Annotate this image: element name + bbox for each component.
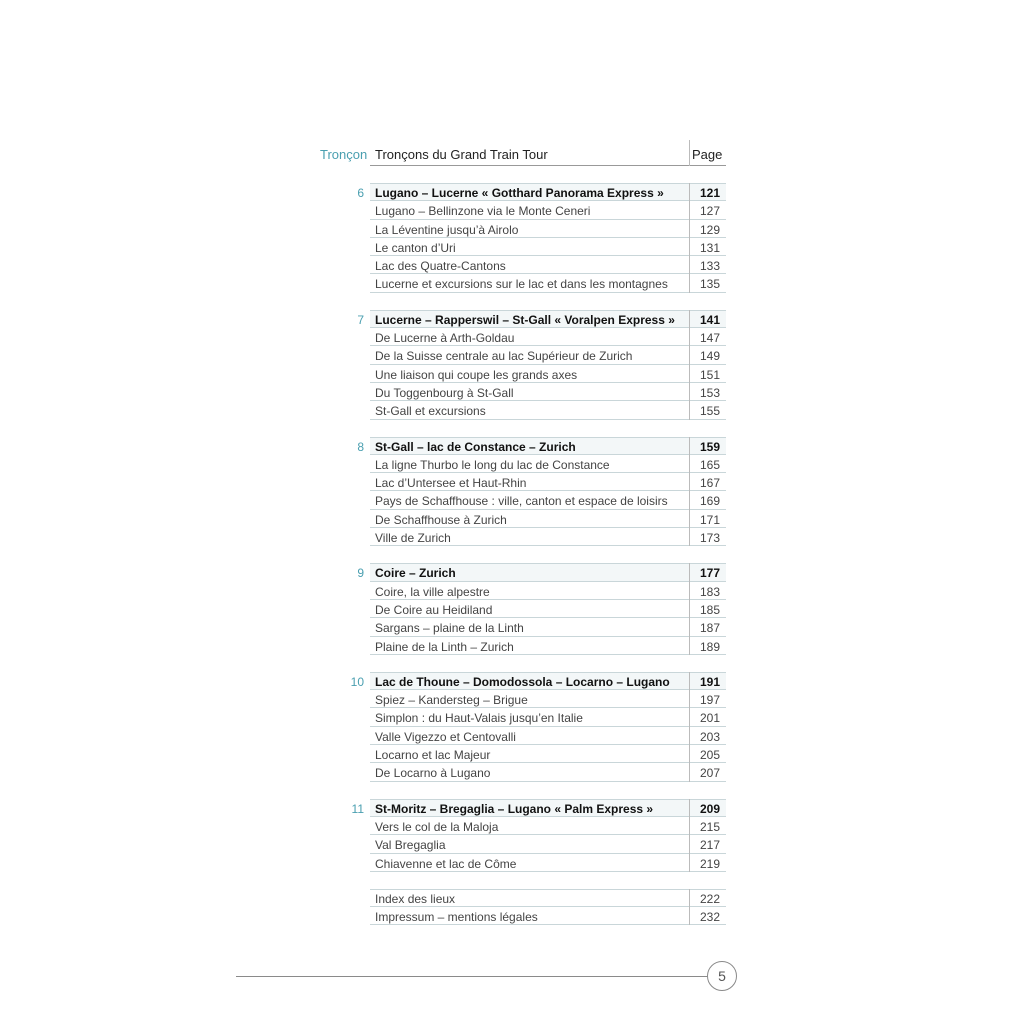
entry-title: La Léventine jusqu’à Airolo (375, 222, 519, 237)
entry-title: De la Suisse centrale au lac Supérieur de Zurich (375, 349, 633, 364)
page-column-divider (689, 528, 690, 546)
toc-entry[interactable] (300, 455, 730, 473)
row-rule (370, 924, 726, 925)
entry-page: 155 (699, 404, 720, 419)
toc-entry[interactable] (300, 238, 730, 256)
toc-entry[interactable] (300, 600, 730, 618)
entry-title: Lac d’Untersee et Haut-Rhin (375, 476, 527, 491)
toc-section-heading[interactable] (300, 799, 730, 817)
toc-entry[interactable] (300, 220, 730, 238)
toc-entry[interactable] (300, 582, 730, 600)
page-column-divider (689, 310, 690, 328)
entry-page: 165 (699, 457, 720, 472)
toc-entry[interactable] (300, 365, 730, 383)
section-number: 10 (350, 674, 364, 689)
entry-title: Une liaison qui coupe les grands axes (375, 367, 578, 382)
toc-group (300, 889, 730, 926)
entry-title: Du Toggenbourg à St-Gall (375, 385, 514, 400)
toc-group (300, 563, 730, 654)
entry-title: Valle Vigezzo et Centovalli (375, 729, 516, 744)
entry-page: 215 (699, 819, 720, 834)
page-column-divider (689, 238, 690, 256)
entry-page: 121 (699, 186, 720, 200)
entry-page: 189 (699, 639, 720, 654)
entry-title: De Locarno à Lugano (375, 766, 491, 781)
entry-page: 147 (699, 331, 720, 346)
entry-title: La ligne Thurbo le long du lac de Constance (375, 457, 610, 472)
page-column-divider (689, 140, 690, 166)
toc-entry[interactable] (300, 328, 730, 346)
entry-page: 217 (699, 838, 720, 853)
entry-title: Lucerne et excursions sur le lac et dans les montagnes (375, 277, 668, 292)
entry-page: 219 (699, 856, 720, 871)
row-rule (370, 545, 726, 546)
page-column-divider (689, 889, 690, 907)
toc-entry[interactable] (300, 708, 730, 726)
entry-title: Lugano – Bellinzone via le Monte Ceneri (375, 204, 591, 219)
toc-entry[interactable] (300, 690, 730, 708)
toc-entry[interactable] (300, 889, 730, 907)
page-column-divider (689, 491, 690, 509)
entry-page: 153 (699, 385, 720, 400)
entry-title: Impressum – mentions légales (375, 910, 538, 925)
page-column-divider (689, 220, 690, 238)
section-column-header: Tronçon (320, 147, 368, 162)
page-column-divider (689, 383, 690, 401)
section-number: 8 (357, 439, 364, 454)
page-column-divider (689, 727, 690, 745)
toc-section-heading[interactable] (300, 310, 730, 328)
entry-page: 127 (699, 204, 720, 219)
entry-title: St-Moritz – Bregaglia – Lugano « Palm Express » (375, 801, 654, 816)
entry-page: 203 (699, 729, 720, 744)
toc-section-heading[interactable] (300, 672, 730, 690)
entry-page: 232 (699, 910, 720, 925)
page-column-divider (689, 745, 690, 763)
entry-page: 205 (699, 748, 720, 763)
entry-page: 171 (699, 512, 720, 527)
page-column-divider (689, 600, 690, 618)
row-rule (370, 781, 726, 782)
entry-title: Coire – Zurich (375, 566, 456, 581)
page-column-divider (689, 854, 690, 872)
page-column-divider (689, 817, 690, 835)
entry-title: Index des lieux (375, 891, 456, 906)
page-column-divider (689, 401, 690, 419)
page-column-divider (689, 618, 690, 636)
entry-title: De Schaffhouse à Zurich (375, 512, 507, 527)
toc-entry[interactable] (300, 383, 730, 401)
toc-section-heading[interactable] (300, 183, 730, 201)
row-rule (370, 654, 726, 655)
toc-entry[interactable] (300, 727, 730, 745)
row-rule (370, 292, 726, 293)
entry-page: 201 (699, 711, 720, 726)
entry-title: De Lucerne à Arth-Goldau (375, 331, 515, 346)
entry-title: Locarno et lac Majeur (375, 748, 491, 763)
toc-group (300, 799, 730, 872)
entry-page: 222 (699, 891, 720, 906)
toc-entry[interactable] (300, 401, 730, 419)
entry-page: 159 (699, 439, 720, 454)
entry-title: Val Bregaglia (375, 838, 446, 853)
toc-group (300, 183, 730, 293)
entry-page: 133 (699, 259, 720, 274)
toc-entry[interactable] (300, 745, 730, 763)
entry-title: St-Gall – lac de Constance – Zurich (375, 439, 576, 454)
page-column-divider (689, 708, 690, 726)
page-column-divider (689, 763, 690, 781)
entry-page: 207 (699, 766, 720, 781)
toc-entry[interactable] (300, 491, 730, 509)
toc-entry[interactable] (300, 346, 730, 364)
entry-title: Ville de Zurich (375, 531, 451, 546)
entry-title: Vers le col de la Maloja (375, 819, 499, 834)
toc-groups (300, 183, 730, 925)
entry-page: 167 (699, 476, 720, 491)
entry-title: Lucerne – Rapperswil – St-Gall « Voralpen Express » (375, 312, 675, 327)
page-column-divider (689, 563, 690, 581)
toc-entry[interactable] (300, 835, 730, 853)
toc-group (300, 437, 730, 547)
page-column-divider (689, 183, 690, 201)
entry-title: Le canton d’Uri (375, 240, 456, 255)
toc-entry[interactable] (300, 473, 730, 491)
toc-entry[interactable] (300, 256, 730, 274)
page-column-divider (689, 201, 690, 219)
entry-page: 177 (699, 566, 720, 581)
page-column-divider (689, 907, 690, 925)
entry-page: 141 (699, 312, 720, 327)
toc-entry[interactable] (300, 274, 730, 292)
page-column-divider (689, 637, 690, 655)
entry-page: 173 (699, 531, 720, 546)
toc-entry[interactable] (300, 201, 730, 219)
entry-title: Plaine de la Linth – Zurich (375, 639, 514, 654)
toc-group (300, 672, 730, 782)
page-column-divider (689, 455, 690, 473)
row-rule (370, 419, 726, 420)
entry-title: St-Gall et excursions (375, 404, 486, 419)
toc-section-heading[interactable] (300, 437, 730, 455)
toc-entry[interactable] (300, 763, 730, 781)
section-number: 9 (357, 566, 364, 581)
section-number: 11 (351, 801, 364, 816)
page-column-divider (689, 672, 690, 690)
page-column-divider (689, 328, 690, 346)
entry-page: 191 (699, 674, 720, 689)
page-number: 5 (707, 961, 737, 991)
entry-title: Sargans – plaine de la Linth (375, 621, 524, 636)
entry-title: Lac de Thoune – Domodossola – Locarno – Lugano (375, 674, 670, 689)
entry-title: Spiez – Kandersteg – Brigue (375, 693, 528, 708)
toc-header (300, 140, 730, 166)
entry-title: Coire, la ville alpestre (375, 584, 490, 599)
row-rule (370, 871, 726, 872)
table-of-contents (300, 140, 730, 925)
entry-page: 135 (699, 277, 720, 292)
page-column-divider (689, 437, 690, 455)
entry-page: 185 (699, 602, 720, 617)
entry-title: Lugano – Lucerne « Gotthard Panorama Express » (375, 186, 664, 200)
toc-entry[interactable] (300, 854, 730, 872)
entry-page: 187 (699, 621, 720, 636)
entry-title: Pays de Schaffhouse : ville, canton et espace de loisirs (375, 494, 668, 509)
page-column-divider (689, 799, 690, 817)
entry-title: De Coire au Heidiland (375, 602, 493, 617)
page-column-divider (689, 365, 690, 383)
page-column-divider (689, 473, 690, 491)
toc-entry[interactable] (300, 510, 730, 528)
toc-entry[interactable] (300, 618, 730, 636)
page-column-divider (689, 582, 690, 600)
toc-entry[interactable] (300, 907, 730, 925)
toc-entry[interactable] (300, 817, 730, 835)
page-column-divider (689, 274, 690, 292)
header-divider (370, 165, 726, 166)
entry-page: 131 (699, 240, 720, 255)
entry-page: 129 (699, 222, 720, 237)
page-column-header: Page (692, 147, 723, 162)
entry-page: 183 (699, 584, 720, 599)
entry-page: 151 (699, 367, 720, 382)
toc-entry[interactable] (300, 528, 730, 546)
entry-title: Lac des Quatre-Cantons (375, 259, 506, 274)
page-column-divider (689, 256, 690, 274)
footer-rule (236, 976, 708, 977)
toc-section-heading[interactable] (300, 563, 730, 581)
entry-title: Simplon : du Haut-Valais jusqu’en Italie (375, 711, 583, 726)
entry-title: Chiavenne et lac de Côme (375, 856, 517, 871)
entry-page: 197 (699, 693, 720, 708)
page-column-divider (689, 690, 690, 708)
entry-page: 149 (699, 349, 720, 364)
title-column-header: Tronçons du Grand Train Tour (375, 147, 548, 162)
entry-page: 169 (699, 494, 720, 509)
toc-entry[interactable] (300, 637, 730, 655)
section-number: 7 (357, 312, 364, 327)
page-column-divider (689, 835, 690, 853)
page-column-divider (689, 346, 690, 364)
entry-page: 209 (699, 801, 720, 816)
page-column-divider (689, 510, 690, 528)
section-number: 6 (357, 186, 364, 200)
toc-group (300, 310, 730, 420)
